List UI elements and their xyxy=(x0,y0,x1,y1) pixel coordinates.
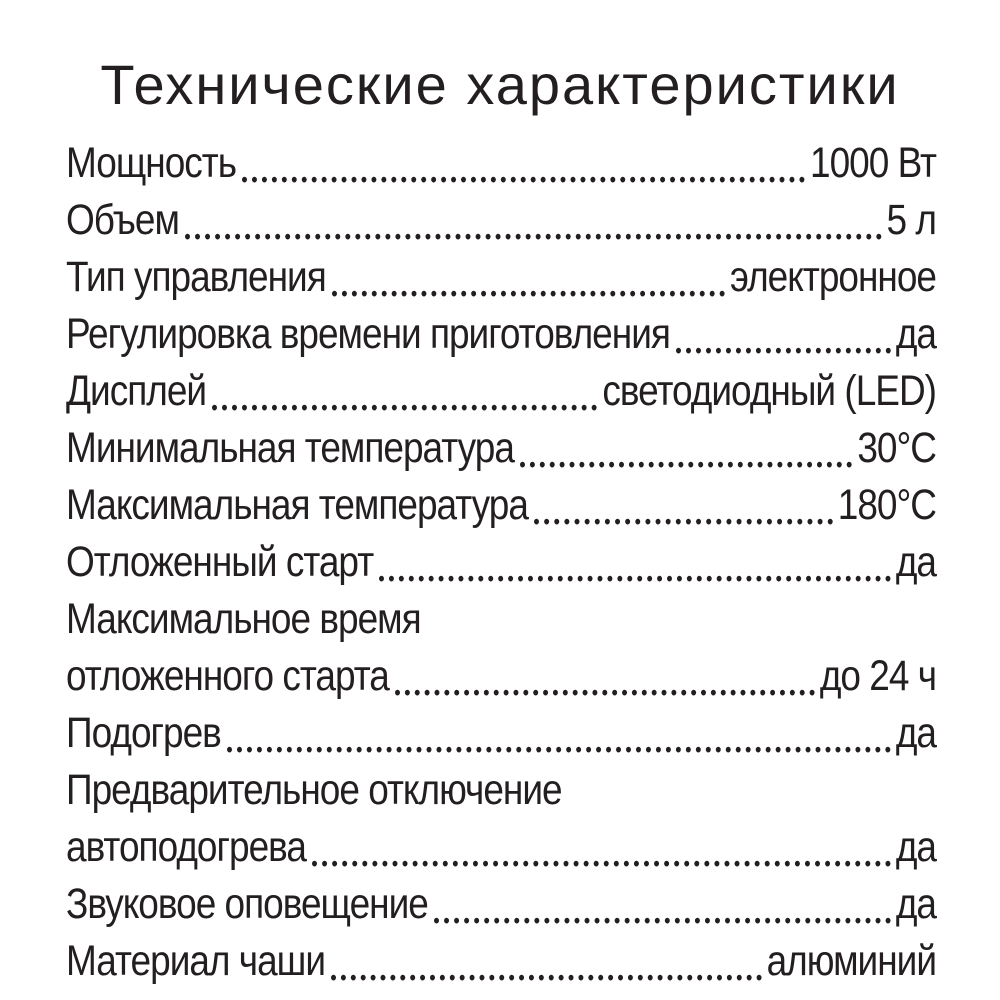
spec-row-sound-alert xyxy=(66,871,936,936)
spec-label: Отложенный старт xyxy=(66,538,374,585)
spec-row-cook-time-adjust xyxy=(66,301,936,366)
dot-leader xyxy=(331,975,762,981)
dot-leader xyxy=(434,918,891,924)
spec-label: Дисплей xyxy=(66,367,207,414)
spec-label: Объем xyxy=(66,196,179,243)
spec-label: автоподогрева xyxy=(66,823,306,870)
spec-label: Тип управления xyxy=(66,253,326,300)
dot-leader xyxy=(312,861,891,867)
dot-leader xyxy=(395,690,815,696)
spec-value: 180°С xyxy=(837,481,936,528)
spec-label: Подогрев xyxy=(66,709,221,756)
spec-row-max-temp xyxy=(66,472,936,537)
page-title: Технические характеристики xyxy=(100,53,900,116)
spec-label: Предварительное отключение xyxy=(66,766,562,813)
spec-value: электронное xyxy=(730,253,936,300)
spec-label: Регулировка времени приготовления xyxy=(66,310,670,357)
dot-leader xyxy=(676,348,891,354)
spec-row-bowl-material xyxy=(66,928,936,993)
dot-leader xyxy=(520,462,852,468)
dot-leader xyxy=(379,576,891,582)
spec-label: Звуковое оповещение xyxy=(66,880,428,927)
spec-value: 30°С xyxy=(857,424,936,471)
spec-row-keep-warm-off-line1 xyxy=(66,757,936,822)
spec-label: Минимальная температура xyxy=(66,424,514,471)
spec-row-max-delay-line1 xyxy=(66,586,936,651)
spec-list xyxy=(66,138,936,993)
spec-row-volume xyxy=(66,187,936,252)
spec-row-delayed-start xyxy=(66,529,936,594)
spec-row-keep-warm-off xyxy=(66,814,936,879)
spec-label: Максимальная температура xyxy=(66,481,528,528)
dot-leader xyxy=(534,519,833,525)
dot-leader xyxy=(185,234,882,240)
spec-row-power xyxy=(66,130,936,195)
dot-leader xyxy=(212,405,597,411)
spec-value: да xyxy=(895,709,936,756)
spec-value: до 24 ч xyxy=(819,652,936,699)
spec-row-min-temp xyxy=(66,415,936,480)
spec-value: 5 л xyxy=(886,196,936,243)
spec-label: отложенного старта xyxy=(66,652,389,699)
spec-row-display xyxy=(66,358,936,423)
spec-value: да xyxy=(895,880,936,927)
spec-value: 1000 Вт xyxy=(810,139,936,186)
spec-value: да xyxy=(895,823,936,870)
dot-leader xyxy=(227,747,891,753)
spec-label: Максимальное время xyxy=(66,595,421,642)
spec-value: алюминий xyxy=(766,937,936,984)
dot-leader xyxy=(332,291,725,297)
spec-label: Материал чаши xyxy=(66,937,326,984)
spec-value: да xyxy=(895,310,936,357)
spec-row-max-delay xyxy=(66,643,936,708)
spec-label: Мощность xyxy=(66,139,236,186)
spec-row-keep-warm xyxy=(66,700,936,765)
dot-leader xyxy=(242,177,805,183)
spec-row-control-type xyxy=(66,244,936,309)
spec-value: светодиодный (LED) xyxy=(602,367,936,414)
spec-value: да xyxy=(895,538,936,585)
